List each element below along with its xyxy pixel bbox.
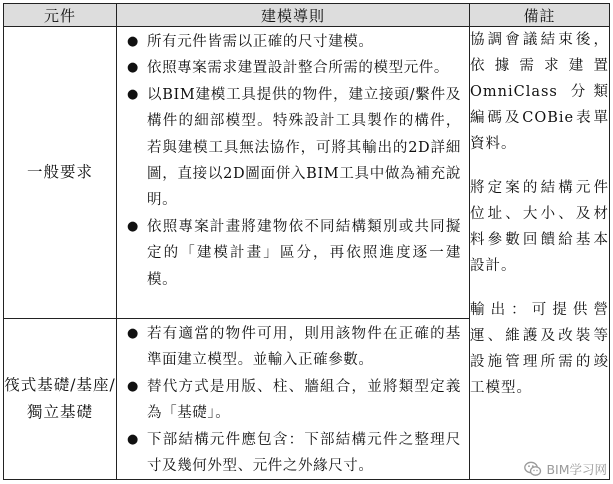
rule-item — [127, 29, 461, 55]
rule-item — [127, 374, 461, 427]
rules-list — [117, 27, 469, 293]
rule-text: 依照專案計畫將建物依不同結構類別或共同擬定的「建模計畫」區分，再依照進度逐一建模。 — [147, 218, 461, 288]
bullet-icon: ● — [127, 218, 139, 234]
rules-cell — [117, 27, 470, 319]
remark-paragraph: 協調會議結束後，依據需求建置 OmniClass 分類編碼及COBie表單資料。 — [470, 32, 609, 152]
watermark-text: BIM学习网 — [546, 462, 607, 477]
rule-text: 若有適當的物件可用，則用該物件在正確的基準面建立模型。並輸入正確參數。 — [147, 326, 461, 369]
rules-cell — [117, 319, 470, 480]
rule-text: 下部結構元件應包含：下部結構元件之整理尺寸及幾何外型、元件之外緣尺寸。 — [147, 431, 461, 475]
bullet-icon: ● — [127, 60, 139, 76]
rule-item — [127, 214, 461, 293]
rule-item — [127, 55, 461, 81]
header-component: 元件 — [4, 4, 117, 27]
remark-paragraph: 輸出：可提供營運、維護及改裝等設施管理所需的竣工模型。 — [470, 302, 609, 396]
bullet-icon: ● — [127, 378, 139, 394]
row-category-foundation: 筏式基礎/基座/獨立基礎 — [4, 319, 117, 480]
rule-text: 依照專案需求建置設計整合所需的模型元件。 — [147, 60, 449, 77]
rule-text: 替代方式是用版、柱、牆組合，並將類型定義為「基礎」。 — [147, 378, 461, 422]
remarks-cell — [470, 27, 610, 480]
wechat-icon — [524, 461, 542, 477]
bullet-icon: ● — [127, 34, 139, 49]
bullet-icon: ● — [127, 431, 139, 447]
header-modeling-guideline: 建模導則 — [117, 4, 470, 27]
header-remarks: 備註 — [470, 4, 610, 27]
bullet-icon: ● — [127, 86, 139, 102]
bullet-icon: ● — [127, 326, 139, 341]
rule-item — [127, 82, 461, 214]
rule-text: 所有元件皆需以正確的尺寸建模。 — [147, 34, 374, 50]
row-category-general: 一般要求 — [4, 27, 117, 319]
rules-list — [117, 319, 469, 479]
bim-modeling-guideline-table — [3, 3, 610, 480]
rule-item — [127, 427, 461, 480]
remark-paragraph: 將定案的結構元件位址、大小、及材料參數回饋給基本設計。 — [470, 180, 609, 274]
rule-text: 以BIM建模工具提供的物件，建立接頭/繫件及構件的細部模型。特殊設計工具製作的構件，若與建模工具無法協作，可將其輸出的2D詳細圖，直接以2D圖面併入BIM工具中做為補充說明。 — [147, 86, 461, 209]
rule-item — [127, 321, 461, 374]
watermark — [524, 460, 607, 478]
table-row — [4, 27, 610, 319]
table-header-row — [4, 4, 610, 27]
